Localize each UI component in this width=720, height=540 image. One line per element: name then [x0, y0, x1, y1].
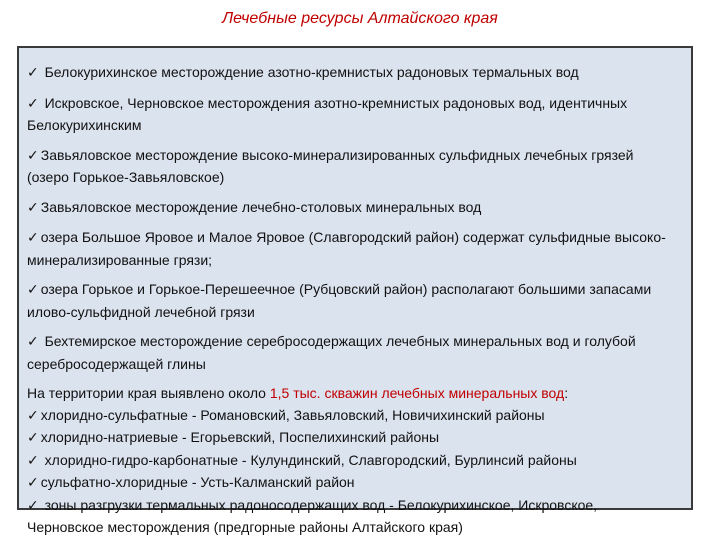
check-icon: ✓ [27, 282, 39, 298]
list-item: ✓ Белокурихинское месторождение азотно-кремнистых радоновых термальных вод [27, 62, 681, 85]
list-item: ✓ озера Горькое и Горькое-Перешеечное (Рубцовский район) располагают большими запасами илово-сульфидной лечебной грязи [27, 281, 652, 320]
check-icon: ✓ [27, 430, 39, 446]
wells-item: ✓ хлоридно-сульфатные - Романовский, Завьяловский, Новичихинский районы [27, 405, 681, 428]
wells-item: ✓ хлоридно-гидро-карбонатные - Кулундинский, Славгородский, Бурлинсий районы [27, 450, 681, 473]
list-item: ✓ озера Большое Яровое и Малое Яровое (Славгородский район) содержат сульфидные высоко- минерализированные грязи; [27, 229, 666, 268]
wells-section [27, 383, 681, 539]
check-icon: ✓ [27, 65, 39, 81]
check-icon: ✓ [27, 407, 39, 424]
page-title: Лечебные ресурсы Алтайского края [222, 10, 498, 27]
check-icon: ✓ [27, 147, 39, 164]
check-icon: ✓ [27, 230, 39, 246]
check-icon: ✓ [27, 497, 39, 514]
list-item: ✓ Бехтемирское месторождение серебросодержащих лечебных минеральных вод и голубой серебросодержащей глины [27, 333, 636, 372]
check-icon: ✓ [27, 475, 39, 491]
wells-intro: На территории края выявлено около 1,5 тыс. скважин лечебных минеральных вод: [27, 385, 569, 401]
check-icon: ✓ [27, 199, 39, 216]
wells-item: ✓ сульфатно-хлоридные - Усть-Калманский район [27, 472, 681, 495]
wells-item: ✓ хлоридно-натриевые - Егорьевский, Поспелихинский районы [27, 427, 681, 450]
list-item: ✓ Завьяловское месторождение лечебно-столовых минеральных вод [27, 197, 681, 220]
wells-item: ✓ зоны разгрузки термальных радоносодержащих вод - Белокурихинское, Искровское, [27, 495, 681, 518]
check-icon: ✓ [27, 95, 39, 112]
check-icon: ✓ [27, 334, 39, 350]
list-item: ✓ Искровское, Черновское месторождения азотно-кремнистых радоновых вод, идентичных Белокурихинским [27, 94, 628, 133]
wells-item-continuation: Черновское месторождения (предгорные районы Алтайского края) [27, 519, 463, 535]
wells-count-highlight: 1,5 тыс. скважин лечебных минеральных вод [269, 385, 565, 401]
check-icon: ✓ [27, 452, 39, 469]
list-item: ✓ Завьяловское месторождение высоко-минерализированных сульфидных лечебных грязей (озеро Горькое-Завьяловское) [27, 146, 634, 185]
content-panel [17, 46, 693, 535]
